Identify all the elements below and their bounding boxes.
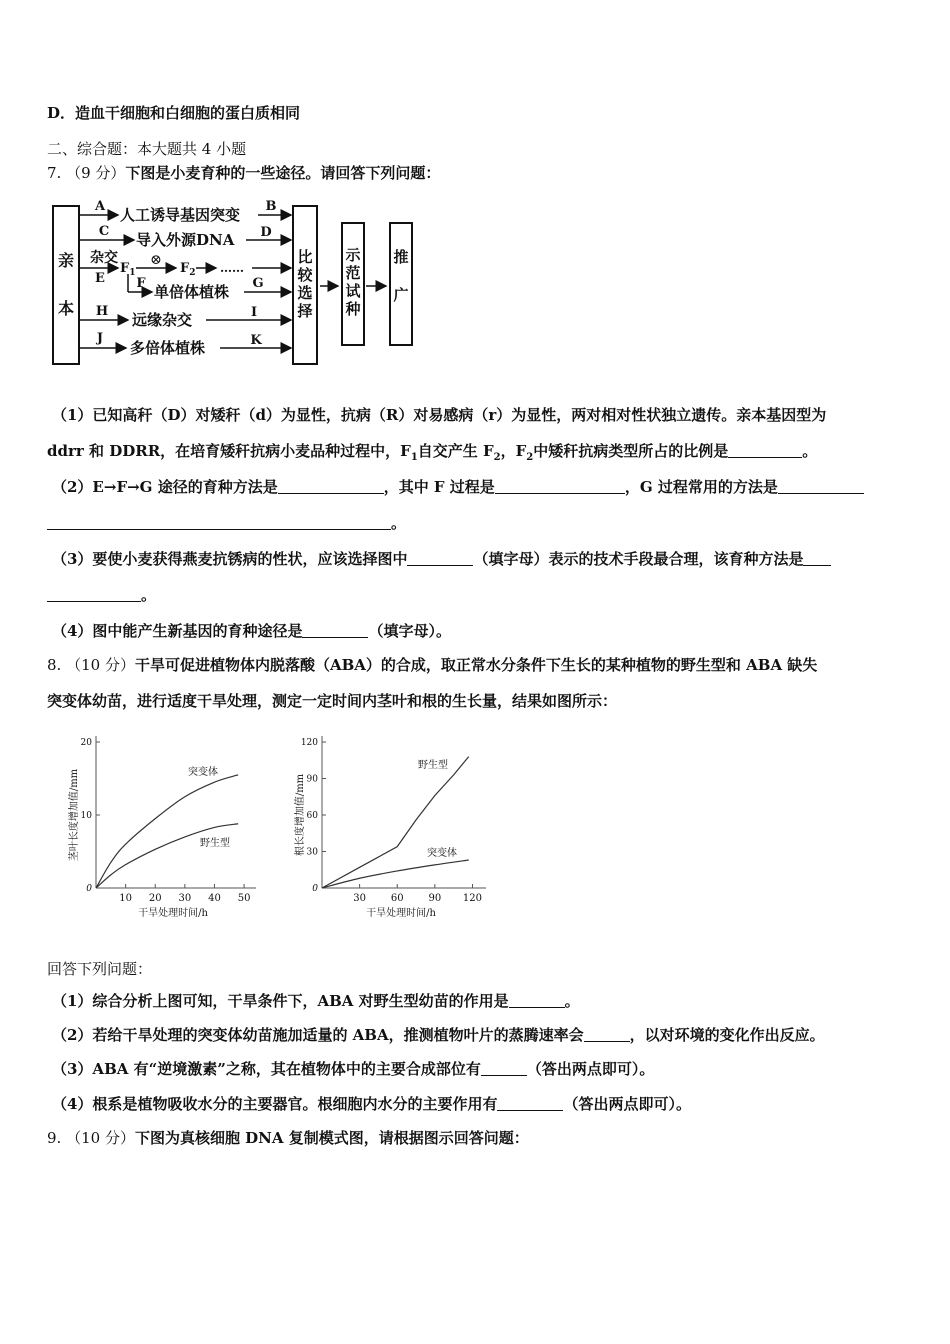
q8-part3 (52, 1058, 654, 1079)
answer-blank[interactable] (481, 1061, 527, 1076)
compare-char-3: 选 (297, 284, 313, 302)
demo-char-4: 种 (345, 300, 361, 318)
row3-dots: …… (220, 261, 244, 275)
q7-part3-text-b: （填字母）表示的技术手段最合理，该育种方法是 (473, 550, 804, 568)
row5-text: 远缘杂交 (132, 311, 193, 329)
answer-blank[interactable] (495, 479, 625, 494)
row6-text: 多倍体植株 (130, 339, 206, 357)
chart-stem-leaf-growth (48, 728, 270, 928)
q7-part2-line2 (47, 512, 406, 533)
row4-out-label: G (252, 276, 264, 291)
row3-e-label: E (95, 271, 105, 286)
q8-stem-line1 (47, 654, 817, 675)
q7-part2-text-a: （2）E→F→G 途径的育种方法是 (52, 478, 278, 496)
q7-stem-text: 下图是小麦育种的一些途径。请回答下列问题： (125, 164, 441, 182)
q7-part1-text-b: 自交产生 F (417, 442, 494, 460)
demo-char-3: 试 (345, 282, 361, 300)
q7-part1-text-c: ，F (500, 442, 527, 460)
q8-part1 (52, 990, 580, 1011)
promote-char-2: 广 (393, 286, 409, 304)
row5-out-label: I (250, 305, 258, 320)
row3-cross-label: 杂交 (90, 250, 118, 266)
q7-part1-end: 。 (802, 442, 818, 460)
x-tick-label: 20 (148, 893, 162, 904)
q7-part3-end: 。 (141, 586, 157, 604)
q8-part2 (52, 1024, 825, 1045)
y-tick-label: 120 (300, 738, 318, 748)
series-line-1 (322, 757, 469, 888)
y-tick-label: 60 (306, 811, 318, 821)
x-tick-label: 40 (208, 893, 221, 904)
row4-text: 单倍体植株 (154, 283, 230, 301)
y-tick-label: 30 (306, 847, 318, 858)
row5-in-label: H (95, 304, 109, 319)
x-axis-label: 干旱处理时间/h (366, 908, 436, 919)
row2-out-label: D (260, 225, 272, 240)
q9-number: 9. (47, 1129, 62, 1147)
y-tick-label: 10 (80, 811, 92, 821)
row3-f2-label: $F_2$ (180, 261, 196, 278)
row2-in-label: C (98, 224, 110, 239)
q7-part4-text-b: （填字母）。 (368, 622, 451, 640)
parent-label-2: 本 (57, 299, 75, 318)
row3-f1-label: $F_1$ (120, 261, 136, 278)
series-label-1: 突变体 (188, 767, 218, 778)
q8-number: 8. (47, 656, 62, 674)
answer-blank[interactable] (728, 443, 802, 458)
compare-char-2: 较 (297, 266, 313, 284)
answer-blank[interactable] (407, 551, 473, 566)
series-line-1 (96, 775, 238, 888)
row1-out-label: B (265, 199, 277, 214)
x-tick-label: 120 (462, 893, 483, 904)
q7-part2-text-c: ，G 过程常用的方法是 (624, 478, 778, 496)
q8-stem-line2: 突变体幼苗，进行适度干旱处理，测定一定时间内茎叶和根的生长量，结果如图所示： (47, 692, 618, 710)
answer-blank[interactable] (278, 479, 384, 494)
series-line-2 (96, 824, 238, 888)
answer-blank[interactable] (47, 587, 141, 602)
compare-char-1: 比 (297, 248, 313, 266)
series-label-2: 野生型 (200, 838, 230, 849)
q8-part3-end: （答出两点即可）。 (526, 1060, 655, 1078)
q8-part2-end: ，以对环境的变化作出反应。 (629, 1026, 825, 1044)
row4-in-label: F (136, 276, 146, 291)
row1-text: 人工诱导基因突变 (120, 206, 241, 224)
x-axis-label: 干旱处理时间/h (138, 908, 208, 919)
section-title: 二、综合题：本大题共 4 小题 (47, 140, 247, 158)
answer-blank[interactable] (302, 623, 368, 638)
q7-part4-text-a: （4）图中能产生新基因的育种途径是 (52, 622, 303, 640)
q8-answer-intro: 回答下列问题： (47, 960, 153, 978)
x-tick-label: 10 (119, 893, 132, 904)
q8-part4-text: （4）根系是植物吸收水分的主要器官。根细胞内水分的主要作用有 (52, 1095, 498, 1113)
y-tick-label: 20 (80, 738, 92, 748)
q7-part3-text-a: （3）要使小麦获得燕麦抗锈病的性状，应该选择图中 (52, 550, 408, 568)
q8-part1-text: （1）综合分析上图可知，干旱条件下，ABA 对野生型幼苗的作用是 (52, 992, 509, 1010)
series-line-2 (322, 860, 469, 888)
q8-part1-end: 。 (564, 992, 580, 1010)
q9-score: （10 分） (66, 1129, 135, 1147)
demo-char-1: 示 (345, 246, 361, 264)
parent-box (53, 206, 79, 364)
q6-option-d: D．造血干细胞和白细胞的蛋白质相同 (47, 104, 301, 122)
q7-part1-line2: ddrr 和 DDRR，在培育矮秆抗病小麦品种过程中，$F_1$自交产生 $F_2$，$F_2$中矮秆抗病类型所占的比例是 。 (47, 442, 818, 463)
q7-stem (47, 162, 440, 183)
compare-char-4: 择 (297, 302, 313, 320)
q7-part2-end: 。 (391, 514, 407, 532)
answer-blank[interactable] (584, 1027, 630, 1042)
y-tick-label: 0 (312, 884, 318, 894)
series-label-1: 野生型 (418, 760, 448, 771)
answer-blank[interactable] (47, 515, 391, 530)
q8-part3-text: （3）ABA 有“逆境激素”之称，其在植物体中的主要合成部位有 (52, 1060, 481, 1078)
q9-stem (47, 1127, 529, 1148)
x-tick-label: 90 (428, 893, 442, 904)
answer-blank[interactable] (803, 551, 831, 566)
row6-in-label: J (96, 331, 104, 346)
promote-char-1: 推 (393, 248, 409, 266)
q7-score: （9 分） (66, 164, 126, 182)
q7-part1-line1: （1）已知高秆（D）对矮秆（d）为显性，抗病（R）对易感病（r）为显性，两对相对性状独立遗传。亲本基因型为 (52, 406, 827, 424)
q8-score: （10 分） (66, 656, 135, 674)
row1-in-label: A (94, 199, 106, 214)
y-tick-label: 90 (306, 774, 318, 785)
q8-part4-end: （答出两点即可）。 (563, 1095, 691, 1113)
y-axis-label: 根长度增加值/mm (295, 773, 306, 857)
q7-part4 (52, 620, 451, 641)
y-tick-label: 0 (86, 884, 92, 894)
answer-blank[interactable] (778, 479, 864, 494)
breeding-diagram (48, 196, 428, 371)
chart-root-growth (282, 728, 492, 928)
row2-text: 导入外源DNA (136, 231, 235, 249)
x-tick-label: 30 (353, 893, 366, 904)
q8-stem-text-1: 干旱可促进植物体内脱落酸（ABA）的合成，取正常水分条件下生长的某种植物的野生型和 ABA 缺失 (134, 656, 818, 674)
row6-out-label: K (250, 333, 262, 348)
q8-part2-text: （2）若给干旱处理的突变体幼苗施加适量的 ABA，推测植物叶片的蒸腾速率会 (52, 1026, 584, 1044)
q7-part3-line1 (52, 548, 831, 569)
x-tick-label: 60 (390, 893, 404, 904)
selfing-symbol: ⊗ (150, 252, 162, 268)
x-tick-label: 30 (178, 893, 192, 904)
q9-stem-text: 下图为真核细胞 DNA 复制模式图，请根据图示回答问题： (134, 1129, 529, 1147)
q7-part3-line2 (47, 584, 156, 605)
promote-box (390, 223, 412, 345)
q8-part4 (52, 1093, 691, 1114)
q7-part2-text-b: ，其中 F 过程是 (383, 478, 495, 496)
parent-label-1: 亲 (57, 251, 75, 270)
answer-blank[interactable] (509, 993, 565, 1008)
q7-part2-line1 (52, 476, 864, 497)
y-axis-label: 茎叶长度增加值/mm (69, 768, 80, 862)
answer-blank[interactable] (497, 1096, 563, 1111)
x-tick-label: 50 (237, 893, 251, 904)
q7-part1-text-a: ddrr 和 DDRR，在培育矮秆抗病小麦品种过程中，F (47, 442, 411, 460)
demo-char-2: 范 (345, 264, 361, 282)
q7-part1-text-d: 中矮秆抗病类型所占的比例是 (533, 442, 729, 460)
series-label-2: 突变体 (427, 848, 457, 859)
q7-number: 7. (47, 164, 62, 182)
